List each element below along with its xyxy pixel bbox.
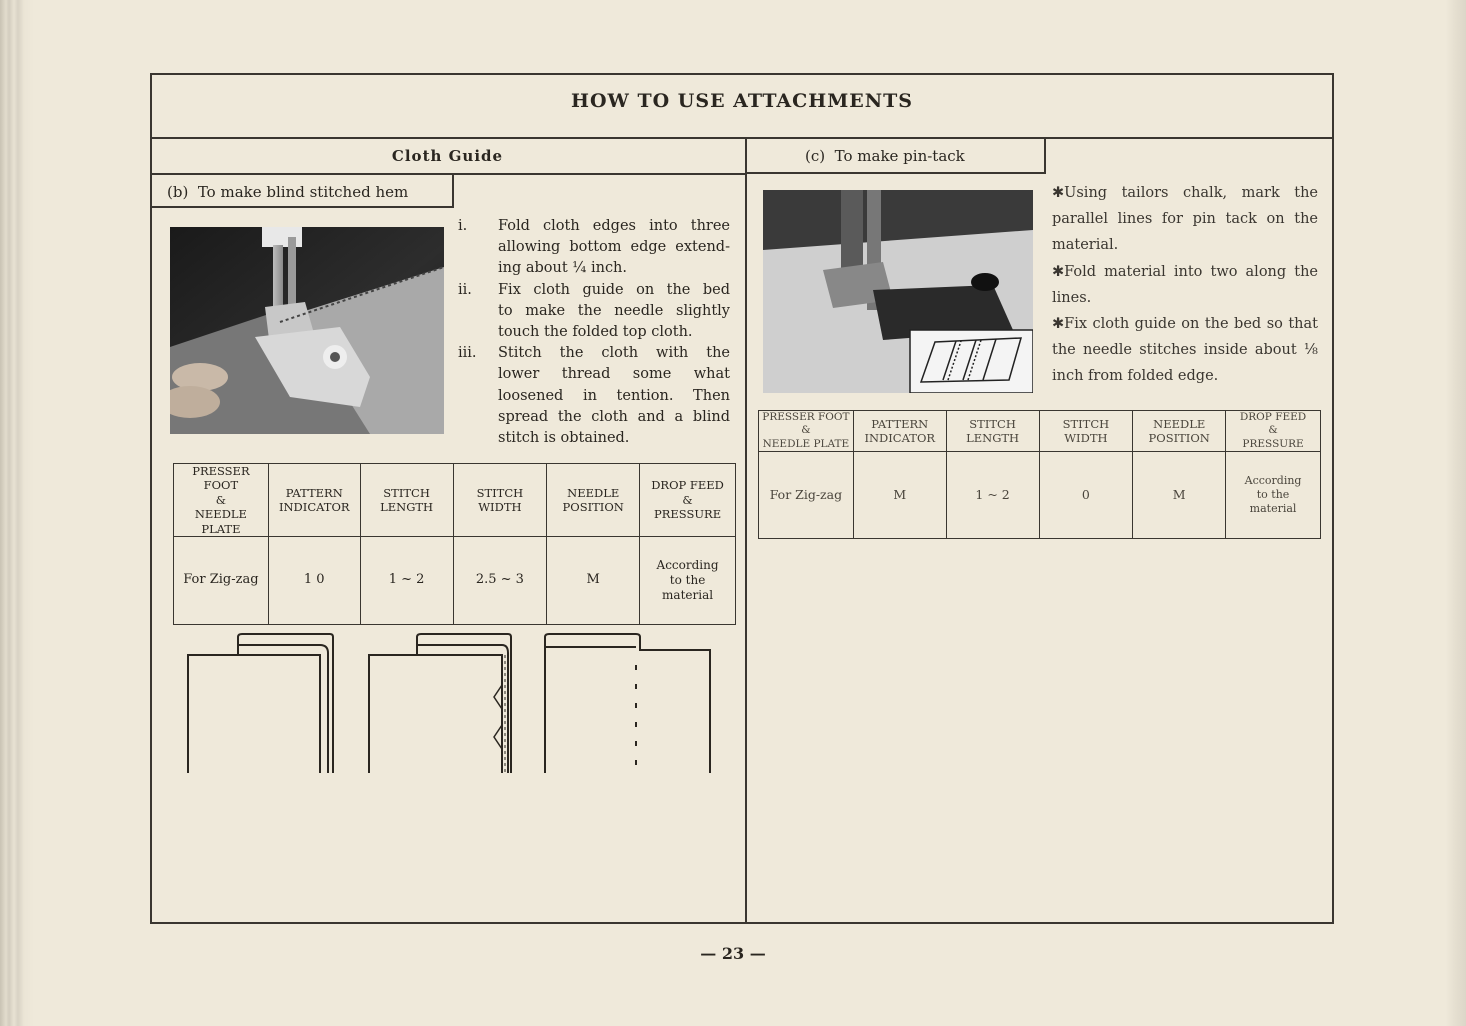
step-line: to make the needle slightly [498, 302, 730, 319]
cell-presser-foot: For Zig-zag [174, 536, 269, 624]
column-divider [745, 139, 747, 924]
header-stitch-length: STITCH LENGTH [946, 411, 1039, 452]
title-divider [150, 137, 1334, 139]
cloth-guide-photo [170, 227, 444, 434]
step-line: Fold cloth edges into three [498, 218, 730, 234]
cell-drop-feed: According to the material [640, 536, 736, 624]
step-number: iii. [458, 345, 477, 362]
step-3 [458, 343, 730, 449]
hem-diagrams [180, 625, 720, 780]
blind-stitch-diagram-icon [369, 634, 511, 773]
step-2 [458, 280, 730, 344]
step-line: Stitch the cloth with the [498, 345, 730, 362]
step-line: ing about ¼ inch. [498, 260, 628, 277]
cell-pattern-indicator: M [853, 452, 946, 539]
table-header-row [174, 464, 736, 537]
table-row [174, 536, 736, 624]
header-drop-feed: DROP FEED & PRESSURE [1226, 411, 1321, 452]
step-line: loosened in tention. Then [498, 387, 730, 404]
cell-stitch-length: 1 ~ 2 [946, 452, 1039, 539]
pin-tack-instructions [1052, 180, 1318, 390]
cell-stitch-width: 2.5 ~ 3 [453, 536, 547, 624]
header-drop-feed: DROP FEED & PRESSURE [640, 464, 736, 537]
subsection-b-box-bottom [150, 206, 454, 208]
header-pattern-indicator: PATTERN INDICATOR [268, 464, 360, 537]
header-needle-position: NEEDLE POSITION [1133, 411, 1226, 452]
subsection-c-box-bottom [747, 172, 1045, 174]
step-line: Fix cloth guide on the bed [498, 281, 730, 298]
table-header-row [759, 411, 1321, 452]
book-binding [0, 0, 34, 1026]
step-line: lower thread some what [498, 366, 730, 383]
instruction-item: ✱Fold material into two along the lines. [1052, 263, 1318, 306]
header-pattern-indicator: PATTERN INDICATOR [853, 411, 946, 452]
header-stitch-length: STITCH LENGTH [360, 464, 453, 537]
page-title: HOW TO USE ATTACHMENTS [571, 90, 913, 112]
cell-drop-feed: According to the material [1226, 452, 1321, 539]
cell-needle-position: M [547, 536, 640, 624]
step-number: i. [458, 218, 468, 234]
instruction-item: ✱Fix cloth guide on the bed so that the needle stitches inside about ⅛ inch from folded edge. [1052, 316, 1318, 385]
cloth-guide-heading: Cloth Guide [391, 147, 504, 165]
header-stitch-width: STITCH WIDTH [453, 464, 547, 537]
subsection-c-box-right [1044, 139, 1046, 174]
table-row [759, 452, 1321, 539]
pin-tack-photo [763, 190, 1033, 393]
page-number: — 23 — [700, 944, 766, 963]
cloth-guide-header-line [150, 173, 745, 175]
cell-stitch-width: 0 [1039, 452, 1133, 539]
header-needle-position: NEEDLE POSITION [547, 464, 640, 537]
step-1 [458, 216, 730, 280]
blind-hem-settings-table [173, 463, 736, 625]
subsection-c-heading: (c) To make pin-tack [805, 147, 965, 165]
cell-presser-foot: For Zig-zag [759, 452, 854, 539]
cell-stitch-length: 1 ~ 2 [360, 536, 453, 624]
step-line: touch the folded top cloth. [498, 324, 693, 341]
cell-needle-position: M [1133, 452, 1226, 539]
header-presser-foot: PRESSER FOOT & NEEDLE PLATE [759, 411, 854, 452]
step-line: spread the cloth and a blind [498, 408, 730, 425]
blind-hem-steps [458, 216, 730, 449]
subsection-b-heading: (b) To make blind stitched hem [167, 183, 409, 201]
spread-cloth-diagram-icon [545, 634, 710, 775]
folded-cloth-diagram-icon [188, 634, 333, 773]
instruction-item: ✱Using tailors chalk, mark the parallel lines for pin tack on the material. [1052, 185, 1318, 254]
step-line: allowing bottom edge extend- [498, 239, 730, 256]
step-line: stitch is obtained. [498, 430, 630, 447]
page-edge [1446, 0, 1466, 1026]
header-presser-foot: PRESSER FOOT & NEEDLE PLATE [174, 464, 269, 537]
pin-tack-settings-table [758, 410, 1321, 539]
cell-pattern-indicator: 1 0 [268, 536, 360, 624]
subsection-b-box-right [452, 175, 454, 208]
header-stitch-width: STITCH WIDTH [1039, 411, 1133, 452]
step-number: ii. [458, 281, 472, 298]
